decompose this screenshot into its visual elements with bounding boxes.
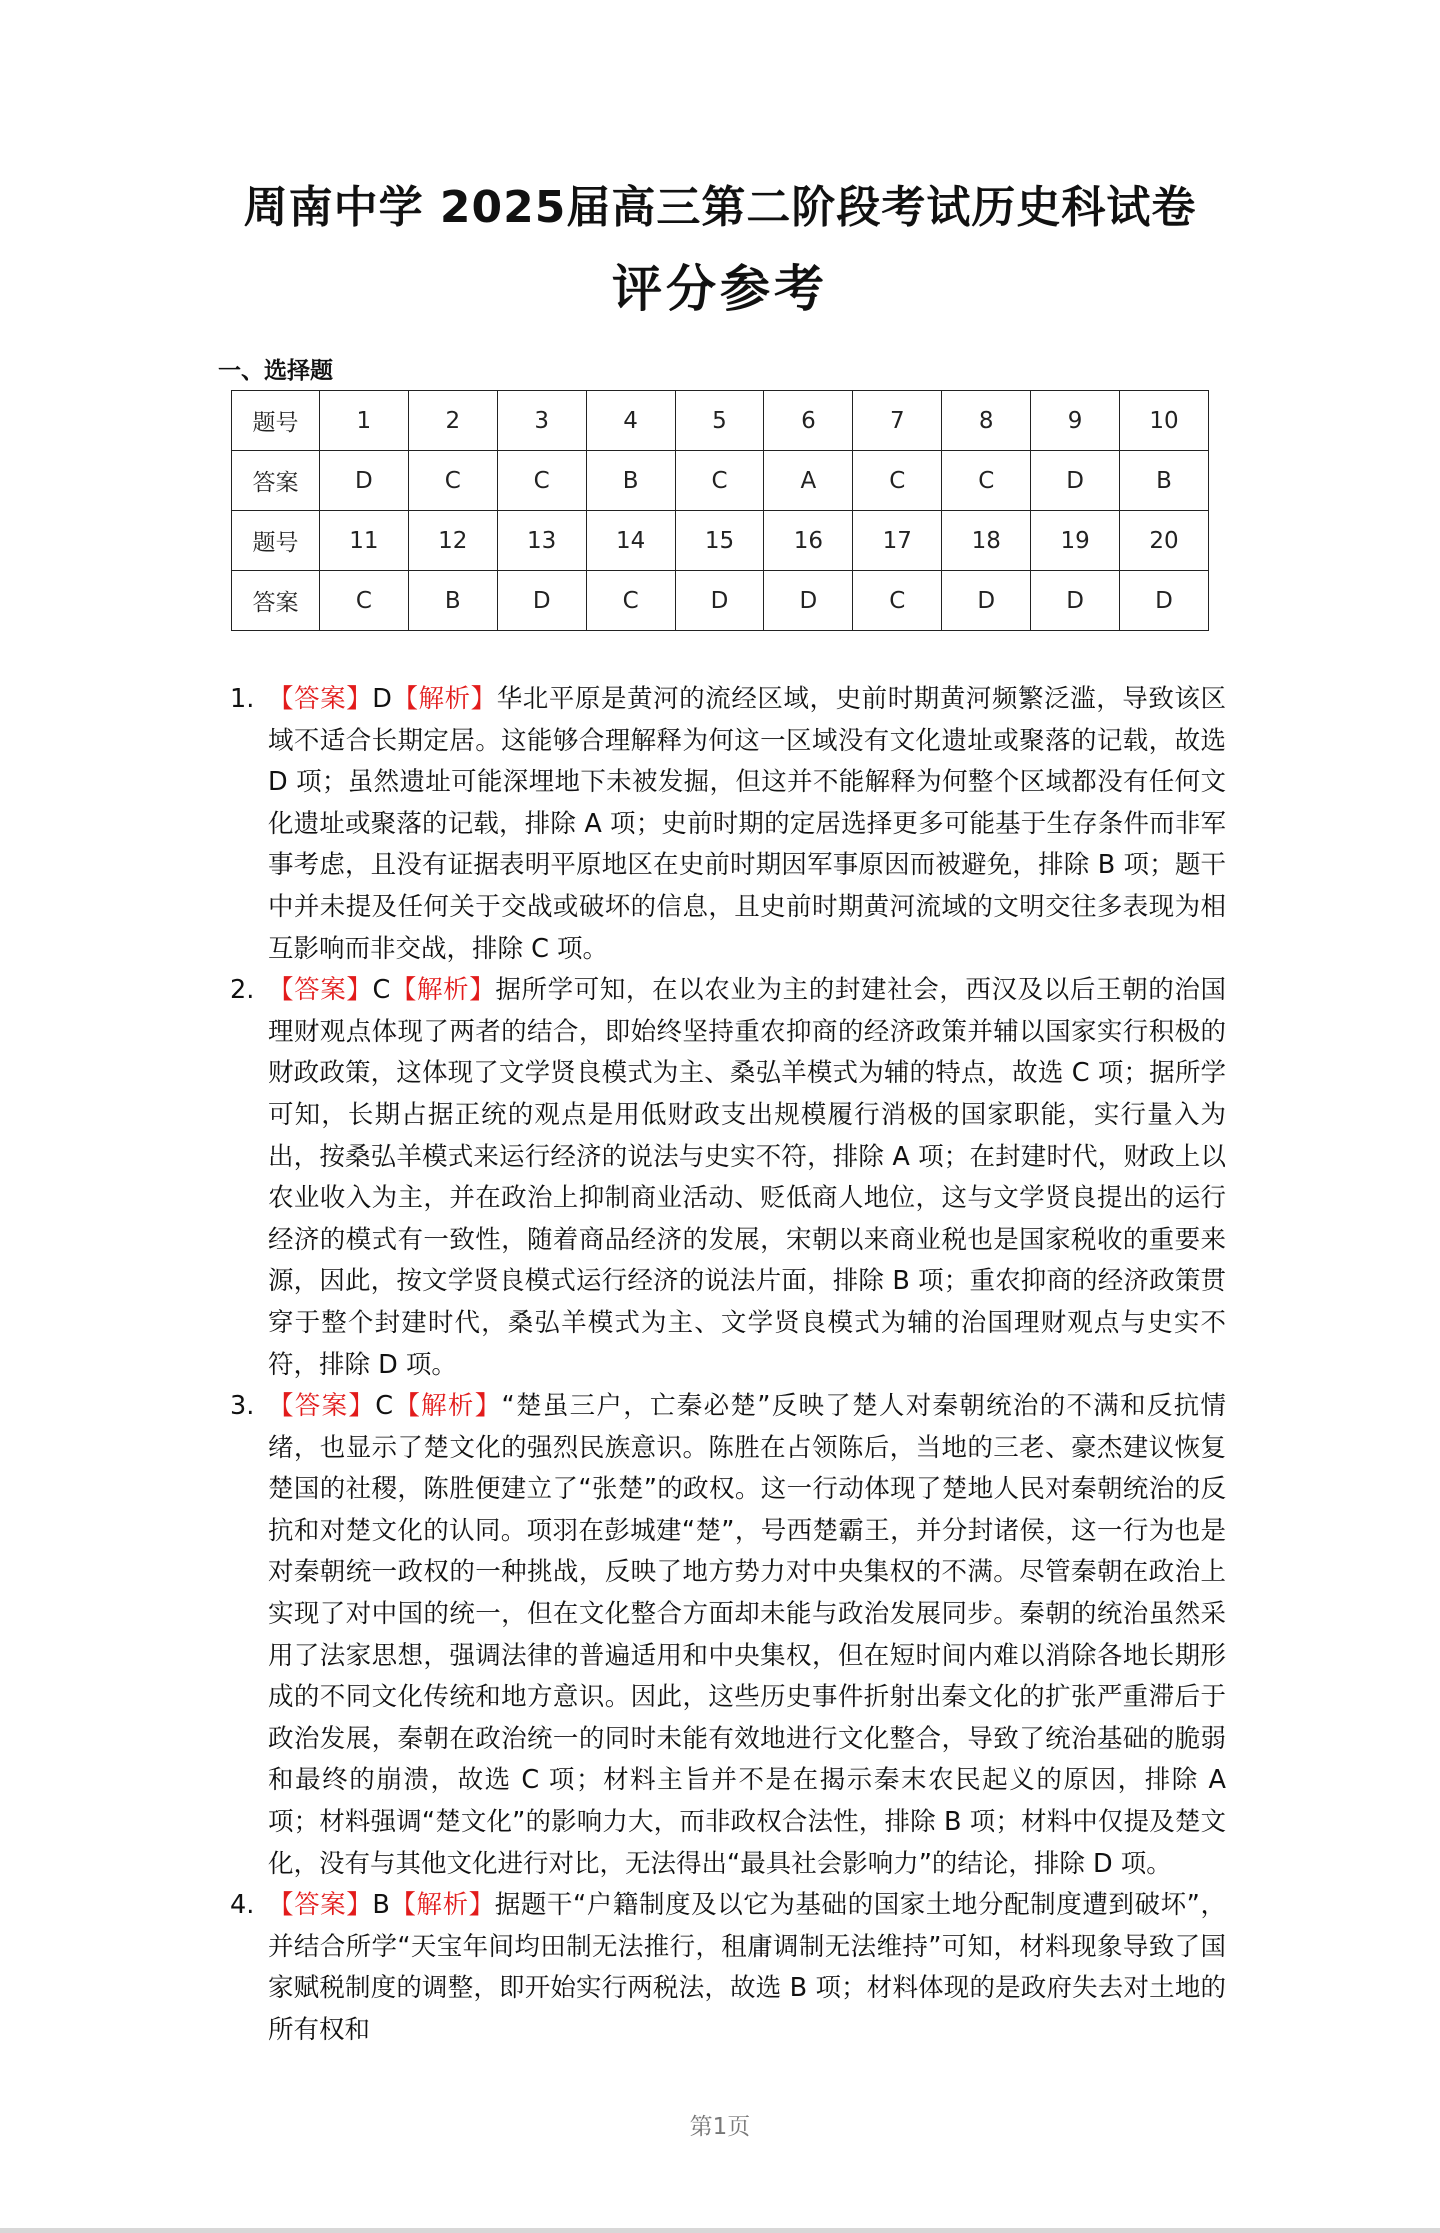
answer-row bbox=[232, 571, 1209, 631]
answer-label: 【答案】 bbox=[268, 975, 373, 1006]
table-cell: C bbox=[942, 451, 1031, 511]
table-cell: 7 bbox=[853, 391, 942, 451]
table-cell: 6 bbox=[764, 391, 853, 451]
table-cell: C bbox=[319, 571, 408, 631]
list-item bbox=[226, 1885, 1226, 2051]
table-cell: 8 bbox=[942, 391, 1031, 451]
table-cell: C bbox=[675, 451, 764, 511]
answer-value: C bbox=[372, 975, 391, 1006]
table-cell: 13 bbox=[497, 511, 586, 571]
table-cell: D bbox=[675, 571, 764, 631]
table-cell: 10 bbox=[1120, 391, 1209, 451]
list-item bbox=[226, 679, 1226, 970]
question-number-row bbox=[232, 511, 1209, 571]
document-title: 周南中学 2025届高三第二阶段考试历史科试卷 bbox=[243, 182, 1197, 233]
analysis-text: 华北平原是黄河的流经区域，史前时期黄河频繁泛滥，导致该区域不适合长期定居。这能够合理解释为何这一区域没有文化遗址或聚落的记载，故选 D 项；虽然遗址可能深埋地下未被发掘，但这并不能解释为何整个区域都没有任何文化遗址或聚落的记载，排除 A 项；史前时期的定居选择更多可能基于生存条件而非军事考虑，且没有证据表明平原地区在史前时期因军事原因而被避免，排除 B 项；题干中并未提及任何关于交战或破坏的信息，且史前时期黄河流域的文明交往多表现为相互影响而非交战，排除 C 项。 bbox=[268, 684, 1226, 964]
table-cell: D bbox=[1031, 451, 1120, 511]
row-header-cell: 答案 bbox=[232, 571, 320, 631]
table-cell: 4 bbox=[586, 391, 675, 451]
table-cell: 14 bbox=[586, 511, 675, 571]
analysis-text: 据所学可知，在以农业为主的封建社会，西汉及以后王朝的治国理财观点体现了两者的结合，即始终坚持重农抑商的经济政策并辅以国家实行积极的财政政策，这体现了文学贤良模式为主、桑弘羊模式为辅的特点，故选 C 项；据所学可知，长期占据正统的观点是用低财政支出规模履行消极的国家职能，实行量入为出，按桑弘羊模式来运行经济的说法与史实不符，排除 A 项；在封建时代，财政上以农业收入为主，并在政治上抑制商业活动、贬低商人地位，这与文学贤良提出的运行经济的模式有一致性，随着商品经济的发展，宋朝以来商业税也是国家税收的重要来源，因此，按文学贤良模式运行经济的说法片面，排除 B 项；重农抑商的经济政策贯穿于整个封建时代，桑弘羊模式为主、文学贤良模式为辅的治国理财观点与史实不符，排除 D 项。 bbox=[268, 975, 1226, 1380]
table-cell: 12 bbox=[408, 511, 497, 571]
list-item bbox=[226, 970, 1226, 1386]
answer-row bbox=[232, 451, 1209, 511]
table-cell: 11 bbox=[319, 511, 408, 571]
table-cell: 17 bbox=[853, 511, 942, 571]
table-cell: D bbox=[942, 571, 1031, 631]
answer-value: D bbox=[372, 684, 392, 714]
table-cell: C bbox=[586, 571, 675, 631]
table-cell: B bbox=[408, 571, 497, 631]
analysis-text: “楚虽三户，亡秦必楚”反映了楚人对秦朝统治的不满和反抗情绪，也显示了楚文化的强烈民族意识。陈胜在占领陈后，当地的三老、豪杰建议恢复楚国的社稷，陈胜便建立了“张楚”的政权。这一行动体现了楚地人民对秦朝统治的反抗和对楚文化的认同。项羽在彭城建“楚”，号西楚霸王，并分封诸侯，这一行为也是对秦朝统一政权的一种挑战，反映了地方势力对中央集权的不满。尽管秦朝在政治上实现了对中国的统一，但在文化整合方面却未能与政治发展同步。秦朝的统治虽然采用了法家思想，强调法律的普遍适用和中央集权，但在短时间内难以消除各地长期形成的不同文化传统和地方意识。因此，这些历史事件折射出秦文化的扩张严重滞后于政治发展，秦朝在政治统一的同时未能有效地进行文化整合，导致了统治基础的脆弱和最终的崩溃，故选 C 项；材料主旨并不是在揭示秦末农民起义的原因，排除 A 项；材料强调“楚文化”的影响力大，而非政权合法性，排除 B 项；材料中仅提及楚文化，没有与其他文化进行对比，无法得出“最具社会影响力”的结论，排除 D 项。 bbox=[268, 1391, 1226, 1879]
table-cell: D bbox=[1120, 571, 1209, 631]
table-cell: C bbox=[853, 451, 942, 511]
list-item bbox=[226, 1386, 1226, 1885]
table-cell: C bbox=[853, 571, 942, 631]
question-number-row bbox=[232, 391, 1209, 451]
section-heading: 一、选择题 bbox=[218, 358, 333, 384]
table-cell: B bbox=[1120, 451, 1209, 511]
table-cell: 1 bbox=[319, 391, 408, 451]
answer-label: 【答案】 bbox=[268, 1890, 373, 1921]
item-number: 3. bbox=[230, 1391, 255, 1422]
table-cell: D bbox=[497, 571, 586, 631]
row-header-cell: 题号 bbox=[232, 391, 320, 451]
table-cell: 19 bbox=[1031, 511, 1120, 571]
analysis-label: 【解析】 bbox=[390, 975, 496, 1006]
answer-value: B bbox=[372, 1890, 390, 1921]
page-number: 第1页 bbox=[689, 2113, 751, 2140]
table-cell: 20 bbox=[1120, 511, 1209, 571]
row-header-cell: 题号 bbox=[232, 511, 320, 571]
table-cell: 15 bbox=[675, 511, 764, 571]
answer-value: C bbox=[375, 1391, 394, 1422]
item-number: 1. bbox=[230, 684, 255, 714]
table-cell: 9 bbox=[1031, 391, 1120, 451]
table-cell: 3 bbox=[497, 391, 586, 451]
table-cell: 16 bbox=[764, 511, 853, 571]
item-number: 2. bbox=[230, 975, 255, 1006]
row-header-cell: 答案 bbox=[232, 451, 320, 511]
analysis-label: 【解析】 bbox=[393, 1391, 502, 1422]
table-cell: D bbox=[1031, 571, 1120, 631]
table-cell: D bbox=[764, 571, 853, 631]
answer-label: 【答案】 bbox=[268, 1391, 376, 1422]
table-cell: C bbox=[497, 451, 586, 511]
answer-label: 【答案】 bbox=[268, 684, 373, 714]
table-cell: C bbox=[408, 451, 497, 511]
analysis-text: 据题干“户籍制度及以它为基础的国家土地分配制度遭到破坏”，并结合所学“天宝年间均田制无法推行，租庸调制无法维持”可知，材料现象导致了国家赋税制度的调整，即开始实行两税法，故选 B 项；材料体现的是政府失去对土地的所有权和 bbox=[268, 1890, 1226, 2045]
document-subtitle: 评分参考 bbox=[612, 260, 828, 318]
explanations-list bbox=[226, 679, 1226, 2052]
answer-table bbox=[231, 390, 1209, 631]
item-number: 4. bbox=[230, 1890, 255, 1921]
table-cell: D bbox=[319, 451, 408, 511]
table-cell: B bbox=[586, 451, 675, 511]
table-cell: 5 bbox=[675, 391, 764, 451]
table-cell: 18 bbox=[942, 511, 1031, 571]
table-cell: A bbox=[764, 451, 853, 511]
table-cell: 2 bbox=[408, 391, 497, 451]
analysis-label: 【解析】 bbox=[391, 684, 497, 714]
viewer-bottom-border bbox=[0, 2228, 1440, 2233]
analysis-label: 【解析】 bbox=[389, 1890, 495, 1921]
